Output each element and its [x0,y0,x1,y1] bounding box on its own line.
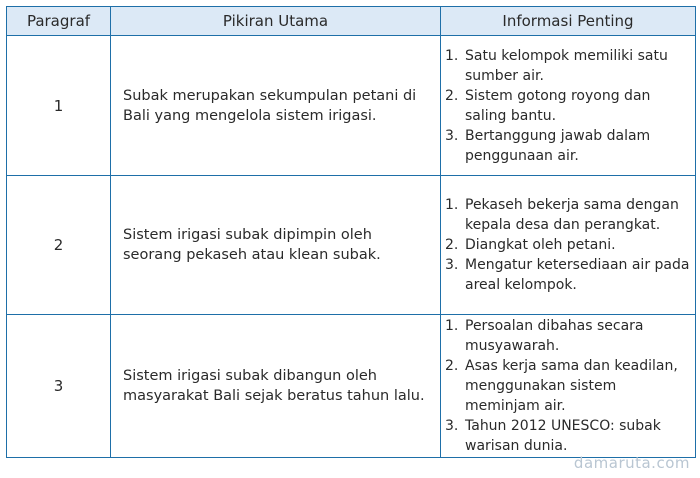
info-list [445,316,691,456]
item-number: 1. [445,318,459,334]
item-number: 2. [445,358,459,374]
main-idea-cell: Sistem irigasi subak dipimpin oleh seorang pekaseh atau klean subak. [111,176,441,315]
list-item [445,416,691,456]
list-item [445,255,691,295]
header-informasi-penting: Informasi Penting [441,7,696,36]
paragraph-number: 3 [7,315,111,458]
info-cell [441,36,696,176]
watermark: damaruta.com [573,454,690,472]
table-row [7,176,696,315]
item-text: Sistem gotong royong dan saling bantu. [465,87,651,124]
list-item [445,86,691,126]
paragraph-number: 1 [7,36,111,176]
item-text: Tahun 2012 UNESCO: subak warisan dunia. [465,418,661,454]
summary-table [6,6,696,458]
item-number: 2. [445,237,459,253]
item-text: Persoalan dibahas secara musyawarah. [465,318,644,354]
table-row [7,315,696,458]
info-list [445,195,691,295]
info-list [445,46,691,166]
info-cell [441,315,696,458]
item-number: 2. [445,87,459,104]
item-number: 3. [445,257,459,273]
list-item [445,126,691,166]
header-pikiran-utama: Pikiran Utama [111,7,441,36]
table-header-row [7,7,696,36]
main-idea-cell: Subak merupakan sekumpulan petani di Bali yang mengelola sistem irigasi. [111,36,441,176]
item-text: Mengatur ketersediaan air pada areal kelompok. [465,257,690,293]
list-item [445,356,691,416]
paragraph-number: 2 [7,176,111,315]
item-number: 1. [445,47,459,64]
item-number: 1. [445,197,459,213]
item-text: Bertanggung jawab dalam penggunaan air. [465,127,651,164]
list-item [445,235,691,255]
list-item [445,316,691,356]
item-text: Asas kerja sama dan keadilan, menggunakan sistem meminjam air. [465,358,678,414]
list-item [445,195,691,235]
item-number: 3. [445,418,459,434]
item-text: Satu kelompok memiliki satu sumber air. [465,47,668,84]
item-number: 3. [445,127,459,144]
table-row [7,36,696,176]
item-text: Diangkat oleh petani. [465,237,616,253]
list-item [445,46,691,86]
info-cell [441,176,696,315]
main-idea-cell: Sistem irigasi subak dibangun oleh masyarakat Bali sejak beratus tahun lalu. [111,315,441,458]
header-paragraf: Paragraf [7,7,111,36]
item-text: Pekaseh bekerja sama dengan kepala desa dan perangkat. [465,197,679,233]
